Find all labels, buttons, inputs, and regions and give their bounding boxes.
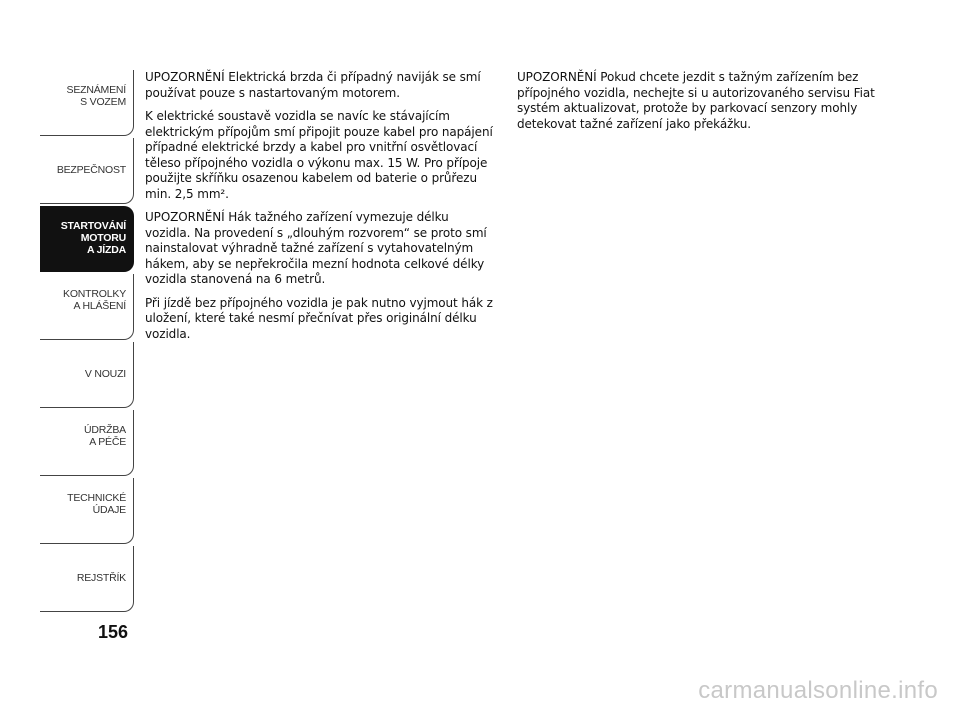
tab-seznameni-s-vozem[interactable]: SEZNÁMENÍ S VOZEM <box>40 70 134 136</box>
tab-udrzba-a-pece[interactable]: ÚDRŽBA A PÉČE <box>40 410 134 476</box>
warning-parking-sensors: UPOZORNĚNÍ Pokud chcete jezdit s tažným zařízením bez přípojného vozidla, nechejte si u autorizovaného servisu Fiat systém aktualizovat, protože by parkovací senzory mohly detekovat tažné zařízení jako překážku. <box>517 70 875 131</box>
left-column <box>145 70 497 350</box>
paragraph-electrical-connection: K elektrické soustavě vozidla se navíc ke stávajícím elektrickým přípojům smí připojit pouze kabel pro napájení případné elektrické brzdy a kabel pro vnitřní osvětlovací těleso přípojného vozidla o výkonu max. 15 W. Pro přípoje použijte skříňku osazenou kabelem od baterie o průřezu min. 2,5 mm². <box>145 109 493 201</box>
watermark: carmanualsonline.info <box>698 677 938 704</box>
tab-technicke-udaje[interactable]: TECHNICKÉ ÚDAJE <box>40 478 134 544</box>
tab-startovani-motoru-a-jizda[interactable]: STARTOVÁNÍ MOTORU A JÍZDA <box>40 206 134 272</box>
tab-bezpecnost[interactable]: BEZPEČNOST <box>40 138 134 204</box>
tab-v-nouzi[interactable]: V NOUZI <box>40 342 134 408</box>
chapter-sidebar <box>40 70 134 614</box>
right-column <box>517 70 877 140</box>
page-number: 156 <box>98 622 129 642</box>
warning-tow-hook-length: UPOZORNĚNÍ Hák tažného zařízení vymezuje délku vozidla. Na provedení s „dlouhým rozvorem“ se proto smí nainstalovat výhradně tažné zařízení s vytahovatelným hákem, aby se nepřekročila mezní hodnota celkové délky vozidla stanovená na 6 metrů. <box>145 210 487 286</box>
tab-rejstrik[interactable]: REJSTŘÍK <box>40 546 134 612</box>
warning-electric-brake: UPOZORNĚNÍ Elektrická brzda či případný naviják se smí používat pouze s nastartovaným motorem. <box>145 70 481 100</box>
paragraph-remove-hook: Při jízdě bez přípojného vozidla je pak nutno vyjmout hák z uložení, které také nesmí přečnívat přes originální délku vozidla. <box>145 295 493 341</box>
tab-kontrolky-a-hlaseni[interactable]: KONTROLKY A HLÁŠENÍ <box>40 274 134 340</box>
